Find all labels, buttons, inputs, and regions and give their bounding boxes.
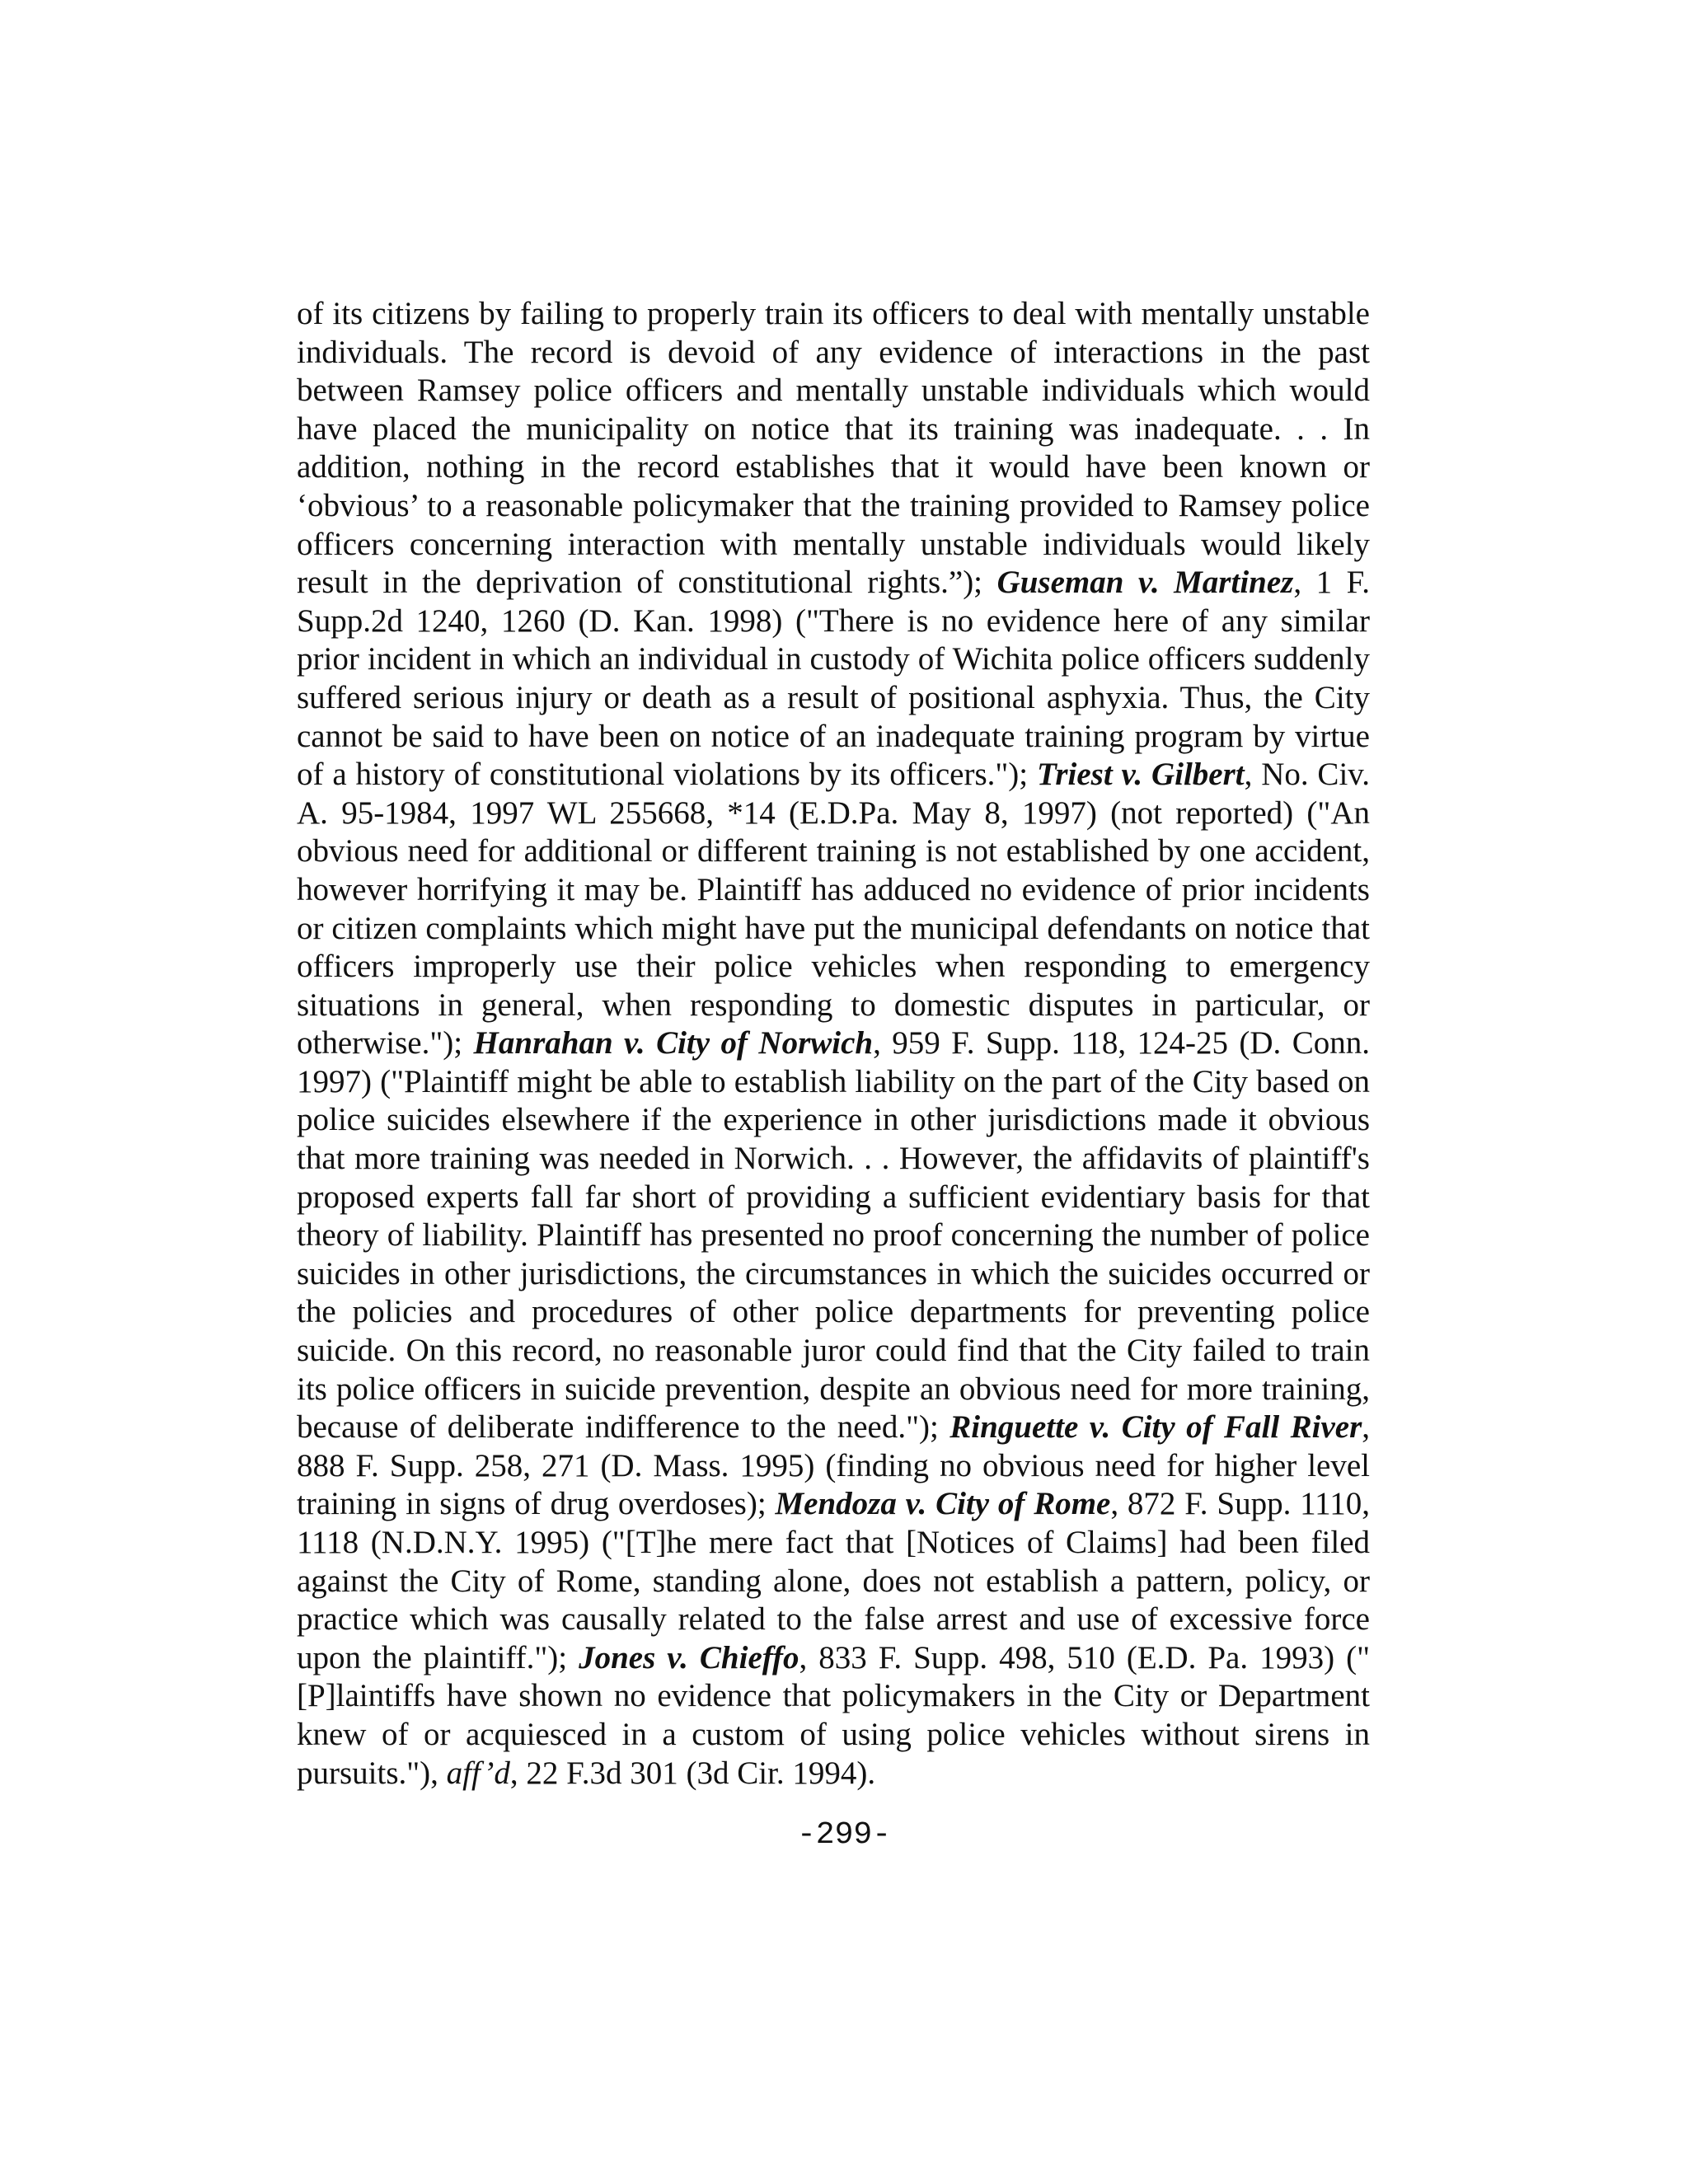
text-run: , 833 F. Supp. 498, 510 (E.D. Pa. 1993) ("[P]laintiffs have shown no evidence that policymakers in the City or Department knew of or acquiesced in a custom of using police vehicles without sirens in pursuits."), — [297, 1639, 1370, 1791]
case-name-mendoza: Mendoza v. City of Rome — [775, 1486, 1111, 1522]
text-run: of its citizens by failing to properly train its officers to deal with mentally unstable individuals. The record is devoid of any evidence of interactions in the past between Ramsey police officers and mentally unstable individuals which would have placed the municipality on notice that its training was inadequate. . . In addition, nothing in the record establishes that it would have been known or ‘obvious’ to a reasonable policymaker that the training provided to Ramsey police officers concerning interaction with mentally unstable individuals would likely result in the deprivation of constitutional rights.”); — [297, 296, 1370, 601]
text-run: , 22 F.3d 301 (3d Cir. 1994). — [509, 1755, 876, 1791]
text-run: , 888 F. Supp. 258, 271 (D. Mass. 1995) (finding no obvious need for higher level training in signs of drug overdoses); — [297, 1409, 1370, 1522]
body-paragraph — [297, 295, 1370, 1793]
case-name-ringuette: Ringuette v. City of Fall River — [950, 1409, 1362, 1446]
case-name-triest: Triest v. Gilbert — [1036, 757, 1245, 793]
text-run: , 959 F. Supp. 118, 124-25 (D. Conn. 1997) ("Plaintiff might be able to establish liability on the part of the City based on police suicides elsewhere if the experience in other jurisdictions made it obvious that more training was needed in Norwich. . . However, the affidavits of plaintiff's proposed experts fall far short of providing a sufficient evidentiary basis for that theory of liability. Plaintiff has presented no proof concerning the number of police suicides in other jurisdictions, the circumstances in which the suicides occurred or the policies and procedures of other police departments for preventing police suicide. On this record, no reasonable juror could find that the City failed to train its police officers in suicide prevention, despite an obvious need for more training, because of deliberate indifference to the need."); — [297, 1025, 1370, 1446]
text-run: , 1 F. Supp.2d 1240, 1260 (D. Kan. 1998) ("There is no evidence here of any similar prior incident in which an individual in custody of Wichita police officers suddenly suffered serious injury or death as a result of positional asphyxia. Thus, the City cannot be said to have been on notice of an inadequate training program by virtue of a history of constitutional violations by its officers."); — [297, 565, 1370, 793]
citation-signal-affd: aff’d — [446, 1755, 510, 1791]
case-name-guseman: Guseman v. Martinez — [996, 565, 1294, 601]
case-name-hanrahan: Hanrahan v. City of Norwich — [473, 1025, 874, 1062]
text-run: , No. Civ. A. 95-1984, 1997 WL 255668, *14 (E.D.Pa. May 8, 1997) (not reported) ("An obvious need for additional or different training is not established by one accident, however horrifying it may be. Plaintiff has adduced no evidence of prior incidents or citizen complaints which might have put the municipal defendants on notice that officers improperly use their police vehicles when responding to emergency situations in general, when responding to domestic disputes in particular, or otherwise."); — [297, 757, 1370, 1062]
text-run: , 872 F. Supp. 1110, 1118 (N.D.N.Y. 1995) ("[T]he mere fact that [Notices of Claims] had been filed against the City of Rome, standing alone, does not establish a pattern, policy, or practice which was causally related to the false arrest and use of excessive force upon the plaintiff."); — [297, 1486, 1370, 1675]
page-number: -299- — [796, 1817, 892, 1853]
case-name-jones: Jones v. Chieffo — [579, 1639, 799, 1675]
